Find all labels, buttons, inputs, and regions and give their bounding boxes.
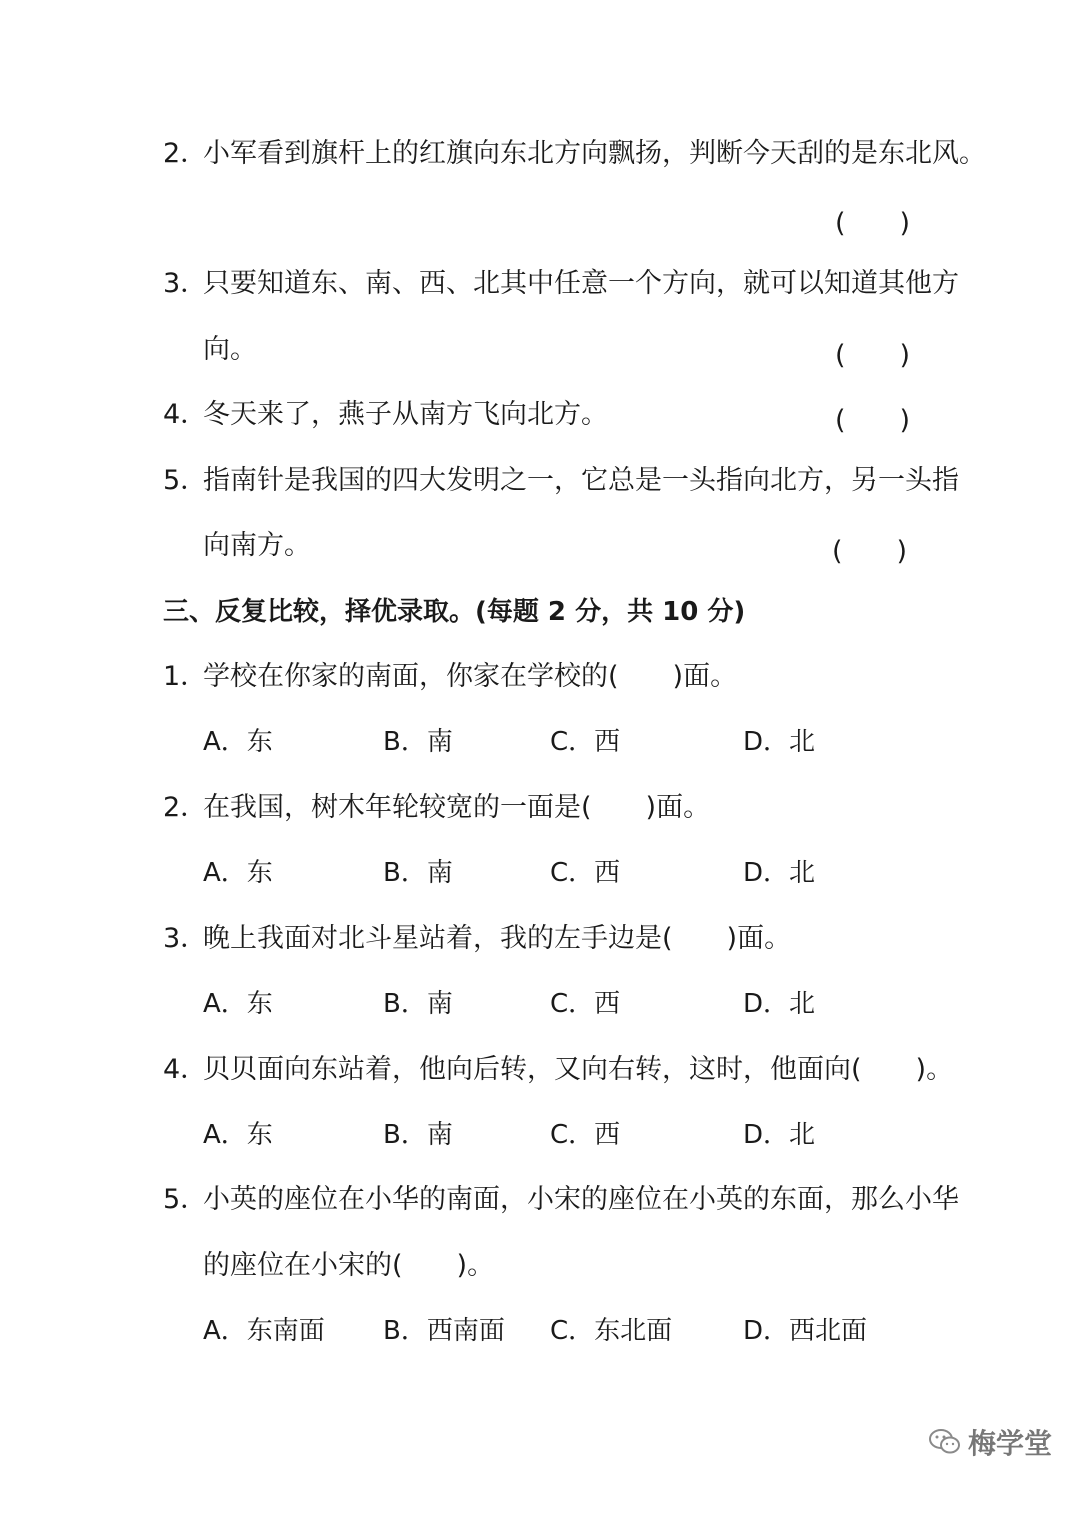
option-a[interactable]: A．东 (203, 727, 273, 757)
option-c[interactable]: C．东北面 (550, 1316, 673, 1346)
item-number: 1． (163, 661, 208, 692)
option-b[interactable]: B．南 (383, 989, 453, 1019)
item-text: 只要知道东、南、西、北其中任意一个方向，就可以知道其他方 (203, 268, 959, 299)
item-number: 2． (163, 792, 208, 823)
item-number: 5． (163, 1184, 208, 1215)
option-c[interactable]: C．西 (550, 858, 621, 888)
item-text: 在我国，树木年轮较宽的一面是( )面。 (203, 792, 711, 823)
item-number: 5． (163, 465, 208, 496)
item-text: 贝贝面向东站着，他向后转，又向右转，这时，他面向( )。 (203, 1054, 954, 1085)
item-text: 的座位在小宋的( )。 (203, 1250, 495, 1281)
option-a[interactable]: A．东 (203, 989, 273, 1019)
wechat-icon (928, 1427, 962, 1457)
item-number: 3． (163, 923, 208, 954)
option-c[interactable]: C．西 (550, 1120, 621, 1150)
option-d[interactable]: D．西北面 (743, 1316, 868, 1346)
answer-paren[interactable]: ( ) (835, 208, 911, 239)
option-d[interactable]: D．北 (743, 989, 816, 1019)
item-text: 小军看到旗杆上的红旗向东北方向飘扬，判断今天刮的是东北风。 (203, 138, 986, 169)
option-d[interactable]: D．北 (743, 858, 816, 888)
item-text: 冬天来了，燕子从南方飞向北方。 (203, 399, 608, 430)
option-a[interactable]: A．东 (203, 858, 273, 888)
option-d[interactable]: D．北 (743, 727, 816, 757)
answer-paren[interactable]: ( ) (835, 340, 911, 371)
item-text: 指南针是我国的四大发明之一，它总是一头指向北方，另一头指 (203, 465, 959, 496)
item-number: 3． (163, 268, 208, 299)
watermark-text: 梅学堂 (968, 1427, 1053, 1460)
option-c[interactable]: C．西 (550, 989, 621, 1019)
item-text: 学校在你家的南面，你家在学校的( )面。 (203, 661, 738, 692)
option-d[interactable]: D．北 (743, 1120, 816, 1150)
item-text: 小英的座位在小华的南面，小宋的座位在小英的东面，那么小华 (203, 1184, 959, 1215)
option-b[interactable]: B．西南面 (383, 1316, 505, 1346)
option-c[interactable]: C．西 (550, 727, 621, 757)
section-heading: 三、反复比较，择优录取。(每题 2 分，共 10 分) (163, 597, 746, 627)
answer-paren[interactable]: ( ) (835, 405, 911, 436)
item-text: 晚上我面对北斗星站着，我的左手边是( )面。 (203, 923, 792, 954)
option-b[interactable]: B．南 (383, 727, 453, 757)
option-b[interactable]: B．南 (383, 1120, 453, 1150)
item-number: 4． (163, 1054, 208, 1085)
option-a[interactable]: A．东 (203, 1120, 273, 1150)
item-text: 向。 (203, 334, 257, 365)
option-a[interactable]: A．东南面 (203, 1316, 325, 1346)
watermark (928, 1418, 1052, 1466)
answer-paren[interactable]: ( ) (832, 536, 908, 567)
item-number: 2． (163, 138, 208, 169)
item-number: 4． (163, 399, 208, 430)
item-text: 向南方。 (203, 530, 311, 561)
option-b[interactable]: B．南 (383, 858, 453, 888)
